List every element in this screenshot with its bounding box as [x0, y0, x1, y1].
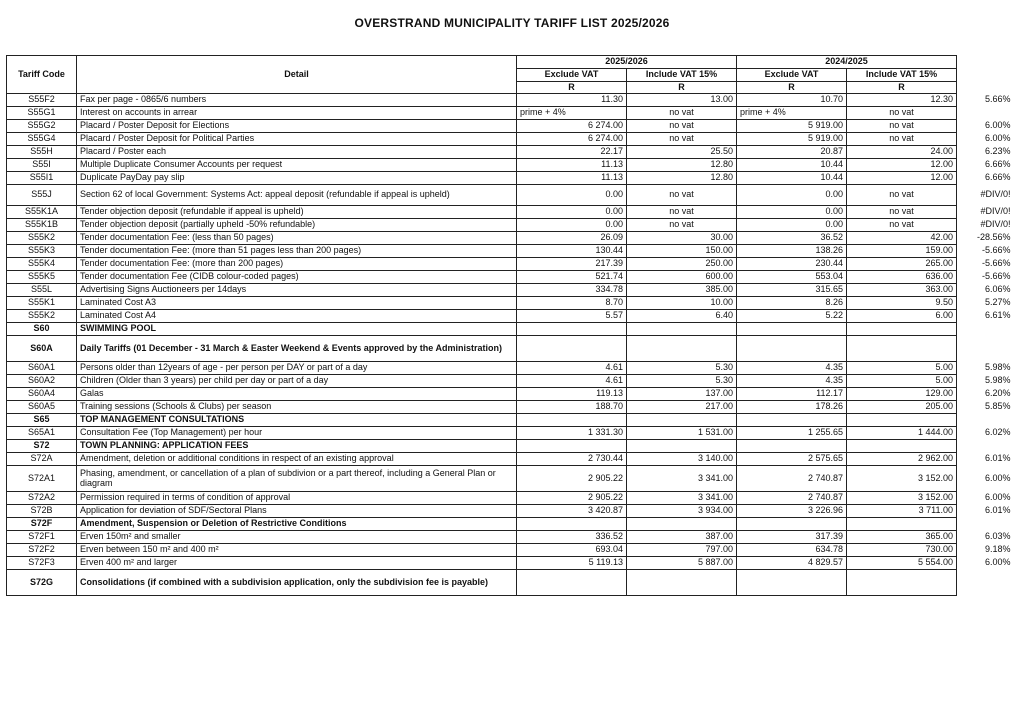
- excl-vat-2024-value: 10.70: [737, 94, 847, 107]
- excl-vat-2024-value: 634.78: [737, 544, 847, 557]
- excl-vat-2025-value: 5 119.13: [517, 557, 627, 570]
- percent-change: #DIV/0!: [980, 219, 1011, 230]
- tariff-detail: TOWN PLANNING: APPLICATION FEES: [77, 440, 517, 453]
- excl-vat-header-current: Exclude VAT: [517, 69, 627, 82]
- incl-vat-2024-value: 159.00: [847, 245, 957, 258]
- incl-vat-2024-value: no vat: [847, 107, 957, 120]
- excl-vat-2025-value: 0.00: [517, 219, 627, 232]
- tariff-detail: Amendment, deletion or additional conditions in respect of an existing approval: [77, 453, 517, 466]
- tariff-detail: Advertising Signs Auctioneers per 14days: [77, 284, 517, 297]
- incl-vat-2024-value: no vat: [847, 206, 957, 219]
- incl-vat-2025-value: 3 934.00: [627, 505, 737, 518]
- excl-vat-2024-value: 230.44: [737, 258, 847, 271]
- table-row: [7, 185, 1014, 206]
- tariff-code: S72F2: [7, 544, 77, 557]
- empty-cell: [847, 323, 957, 336]
- incl-vat-2024-value: 5 554.00: [847, 557, 957, 570]
- section-row: [7, 440, 1014, 453]
- incl-vat-2025-value: 3 140.00: [627, 453, 737, 466]
- tariff-detail: Placard / Poster Deposit for Political Parties: [77, 133, 517, 146]
- percent-change: 5.98%: [984, 375, 1011, 386]
- incl-vat-2024-value: 9.50: [847, 297, 957, 310]
- excl-vat-2025-value: 11.13: [517, 159, 627, 172]
- tariff-table: [6, 55, 1014, 596]
- tariff-detail: SWIMMING POOL: [77, 323, 517, 336]
- percent-change: -5.66%: [981, 258, 1011, 269]
- tariff-detail: Erven 150m² and smaller: [77, 531, 517, 544]
- excl-vat-2024-value: 4.35: [737, 362, 847, 375]
- incl-vat-header-current: Include VAT 15%: [627, 69, 737, 82]
- incl-vat-2024-value: 365.00: [847, 531, 957, 544]
- excl-vat-2024-value: 4 829.57: [737, 557, 847, 570]
- incl-vat-2025-value: no vat: [627, 133, 737, 146]
- excl-vat-2024-value: 178.26: [737, 401, 847, 414]
- section-row: [7, 570, 1014, 596]
- tariff-code: S55F2: [7, 94, 77, 107]
- excl-vat-2024-value: 0.00: [737, 185, 847, 206]
- percent-change: 6.00%: [984, 492, 1011, 503]
- tariff-code: S60A4: [7, 388, 77, 401]
- tariff-code: S72A: [7, 453, 77, 466]
- empty-cell: [737, 570, 847, 596]
- tariff-code: S55J: [7, 185, 77, 206]
- tariff-detail: Children (Older than 3 years) per child per day or part of a day: [77, 375, 517, 388]
- tariff-detail: Galas: [77, 388, 517, 401]
- incl-vat-2025-value: 25.50: [627, 146, 737, 159]
- incl-vat-2025-value: 12.80: [627, 159, 737, 172]
- tariff-code: S55H: [7, 146, 77, 159]
- tariff-code: S72A2: [7, 492, 77, 505]
- excl-vat-2024-value: 553.04: [737, 271, 847, 284]
- excl-vat-2024-value: 317.39: [737, 531, 847, 544]
- percent-change: 5.27%: [984, 297, 1011, 308]
- percent-change: 6.61%: [984, 310, 1011, 321]
- percent-change: 6.23%: [984, 146, 1011, 157]
- tariff-code: S55K1A: [7, 206, 77, 219]
- table-row: [7, 531, 1014, 544]
- empty-cell: [517, 323, 627, 336]
- percent-change: 6.00%: [984, 120, 1011, 131]
- incl-vat-2025-value: 6.40: [627, 310, 737, 323]
- excl-vat-2025-value: 336.52: [517, 531, 627, 544]
- tariff-detail: Tender documentation Fee: (more than 51 pages less than 200 pages): [77, 245, 517, 258]
- incl-vat-2025-value: no vat: [627, 206, 737, 219]
- empty-cell: [737, 518, 847, 531]
- table-row: [7, 375, 1014, 388]
- table-row: [7, 544, 1014, 557]
- tariff-code: S65: [7, 414, 77, 427]
- percent-change: -5.66%: [981, 245, 1011, 256]
- tariff-detail: Tender objection deposit (refundable if appeal is upheld): [77, 206, 517, 219]
- tariff-code: S72B: [7, 505, 77, 518]
- table-row: [7, 505, 1014, 518]
- incl-vat-2024-value: 3 152.00: [847, 466, 957, 492]
- tariff-code: S55K1B: [7, 219, 77, 232]
- percent-change: -5.66%: [981, 271, 1011, 282]
- incl-vat-2024-value: 1 444.00: [847, 427, 957, 440]
- incl-vat-2025-value: 12.80: [627, 172, 737, 185]
- excl-vat-2025-value: 4.61: [517, 362, 627, 375]
- percent-change: [957, 440, 1014, 453]
- percent-change: 6.03%: [984, 531, 1011, 542]
- section-row: [7, 323, 1014, 336]
- tariff-code: S60A2: [7, 375, 77, 388]
- excl-vat-2025-value: 0.00: [517, 206, 627, 219]
- currency-header: R: [737, 82, 847, 94]
- section-row: [7, 336, 1014, 362]
- percent-change: 6.66%: [984, 172, 1011, 183]
- empty-cell: [847, 518, 957, 531]
- incl-vat-2024-value: 12.30: [847, 94, 957, 107]
- empty-cell: [847, 570, 957, 596]
- percent-change: #DIV/0!: [980, 189, 1011, 200]
- percent-change: #DIV/0!: [980, 206, 1011, 217]
- tariff-detail: Placard / Poster Deposit for Elections: [77, 120, 517, 133]
- tariff-code: S72F1: [7, 531, 77, 544]
- incl-vat-2024-value: 24.00: [847, 146, 957, 159]
- tariff-detail: Amendment, Suspension or Deletion of Restrictive Conditions: [77, 518, 517, 531]
- incl-vat-2025-value: 30.00: [627, 232, 737, 245]
- tariff-code: S55G2: [7, 120, 77, 133]
- percent-change: 5.98%: [984, 362, 1011, 373]
- incl-vat-2024-value: 12.00: [847, 172, 957, 185]
- incl-vat-2024-value: 3 152.00: [847, 492, 957, 505]
- currency-header: R: [627, 82, 737, 94]
- tariff-detail: Laminated Cost A3: [77, 297, 517, 310]
- incl-vat-2025-value: 150.00: [627, 245, 737, 258]
- incl-vat-2025-value: 13.00: [627, 94, 737, 107]
- incl-vat-2024-value: 205.00: [847, 401, 957, 414]
- empty-cell: [737, 336, 847, 362]
- percent-change: [957, 107, 1014, 120]
- percent-change: 6.20%: [984, 388, 1011, 399]
- excl-vat-2024-value: 36.52: [737, 232, 847, 245]
- percent-change: 6.00%: [984, 472, 1011, 483]
- percent-change: 6.66%: [984, 159, 1011, 170]
- table-row: [7, 206, 1014, 219]
- tariff-code: S55K1: [7, 297, 77, 310]
- tariff-code: S72F3: [7, 557, 77, 570]
- table-row: [7, 284, 1014, 297]
- tariff-detail: Laminated Cost A4: [77, 310, 517, 323]
- tariff-detail: Daily Tariffs (01 December - 31 March & Easter Weekend & Events approved by the Administration): [77, 336, 517, 362]
- excl-vat-2024-value: 5.22: [737, 310, 847, 323]
- incl-vat-2025-value: no vat: [627, 107, 737, 120]
- empty-cell: [517, 570, 627, 596]
- incl-vat-2025-value: 387.00: [627, 531, 737, 544]
- tariff-detail: Training sessions (Schools & Clubs) per season: [77, 401, 517, 414]
- excl-vat-2024-value: 3 226.96: [737, 505, 847, 518]
- excl-vat-2024-value: 315.65: [737, 284, 847, 297]
- table-row: [7, 245, 1014, 258]
- table-row: [7, 146, 1014, 159]
- incl-vat-2025-value: 5.30: [627, 362, 737, 375]
- tariff-detail: Permission required in terms of condition of approval: [77, 492, 517, 505]
- incl-vat-2024-value: 5.00: [847, 375, 957, 388]
- table-row: [7, 492, 1014, 505]
- tariff-code: S55G1: [7, 107, 77, 120]
- table-row: [7, 94, 1014, 107]
- empty-cell: [737, 414, 847, 427]
- tariff-code: S60A1: [7, 362, 77, 375]
- percent-change: [957, 414, 1014, 427]
- incl-vat-2025-value: 5.30: [627, 375, 737, 388]
- excl-vat-2025-value: 4.61: [517, 375, 627, 388]
- table-row: [7, 310, 1014, 323]
- excl-vat-2025-value: 130.44: [517, 245, 627, 258]
- table-row: [7, 297, 1014, 310]
- tariff-detail: Tender documentation Fee (CIDB colour-coded pages): [77, 271, 517, 284]
- tariff-code-header: Tariff Code: [7, 56, 77, 94]
- incl-vat-2024-value: 730.00: [847, 544, 957, 557]
- incl-vat-2024-value: no vat: [847, 120, 957, 133]
- tariff-detail: TOP MANAGEMENT CONSULTATIONS: [77, 414, 517, 427]
- tariff-code: S55I: [7, 159, 77, 172]
- tariff-detail: Erven between 150 m² and 400 m²: [77, 544, 517, 557]
- incl-vat-2025-value: no vat: [627, 185, 737, 206]
- tariff-code: S55K2: [7, 310, 77, 323]
- year-prior-header: 2024/2025: [737, 56, 957, 69]
- incl-vat-2024-value: 3 711.00: [847, 505, 957, 518]
- incl-vat-2025-value: 10.00: [627, 297, 737, 310]
- incl-vat-2025-value: 217.00: [627, 401, 737, 414]
- tariff-code: S55K4: [7, 258, 77, 271]
- tariff-code: S55L: [7, 284, 77, 297]
- excl-vat-2025-value: 3 420.87: [517, 505, 627, 518]
- excl-vat-2024-value: 1 255.65: [737, 427, 847, 440]
- empty-cell: [517, 440, 627, 453]
- incl-vat-2024-value: 636.00: [847, 271, 957, 284]
- incl-vat-2024-value: 6.00: [847, 310, 957, 323]
- tariff-code: S72G: [7, 570, 77, 596]
- tariff-rows: [7, 94, 1014, 596]
- tariff-detail: Section 62 of local Government: Systems Act: appeal deposit (refundable if appeal is upheld): [77, 185, 517, 206]
- table-row: [7, 388, 1014, 401]
- excl-vat-2024-value: 138.26: [737, 245, 847, 258]
- table-row: [7, 557, 1014, 570]
- incl-vat-2025-value: 385.00: [627, 284, 737, 297]
- tariff-code: S55G4: [7, 133, 77, 146]
- incl-vat-2024-value: 363.00: [847, 284, 957, 297]
- excl-vat-2024-value: 10.44: [737, 172, 847, 185]
- excl-vat-2024-value: 0.00: [737, 219, 847, 232]
- empty-cell: [627, 570, 737, 596]
- tariff-detail: Phasing, amendment, or cancellation of a plan of subdivion or a part thereof, including a General Plan or diagram: [77, 466, 517, 492]
- tariff-code: S55K2: [7, 232, 77, 245]
- tariff-detail: Tender documentation Fee: (more than 200 pages): [77, 258, 517, 271]
- table-row: [7, 453, 1014, 466]
- incl-vat-2025-value: no vat: [627, 219, 737, 232]
- percent-change: 5.66%: [984, 94, 1011, 105]
- tariff-detail: Erven 400 m² and larger: [77, 557, 517, 570]
- excl-vat-2025-value: 11.13: [517, 172, 627, 185]
- tariff-detail: Persons older than 12years of age - per person per DAY or part of a day: [77, 362, 517, 375]
- empty-cell: [847, 440, 957, 453]
- empty-cell: [517, 336, 627, 362]
- empty-cell: [847, 336, 957, 362]
- tariff-detail: Tender objection deposit (partially upheld -50% refundable): [77, 219, 517, 232]
- excl-vat-2025-value: 0.00: [517, 185, 627, 206]
- tariff-detail: Tender documentation Fee: (less than 50 pages): [77, 232, 517, 245]
- excl-vat-2024-value: 112.17: [737, 388, 847, 401]
- percent-change: 6.00%: [984, 133, 1011, 144]
- empty-cell: [627, 323, 737, 336]
- excl-vat-2025-value: 334.78: [517, 284, 627, 297]
- incl-vat-2024-value: 265.00: [847, 258, 957, 271]
- incl-vat-header-prior: Include VAT 15%: [847, 69, 957, 82]
- tariff-code: S55K5: [7, 271, 77, 284]
- excl-vat-2025-value: 188.70: [517, 401, 627, 414]
- table-row: [7, 159, 1014, 172]
- incl-vat-2024-value: no vat: [847, 185, 957, 206]
- tariff-code: S65A1: [7, 427, 77, 440]
- incl-vat-2024-value: 5.00: [847, 362, 957, 375]
- tariff-detail: Consultation Fee (Top Management) per hour: [77, 427, 517, 440]
- tariff-code: S72F: [7, 518, 77, 531]
- incl-vat-2024-value: 2 962.00: [847, 453, 957, 466]
- excl-vat-2024-value: 5 919.00: [737, 133, 847, 146]
- excl-vat-2024-value: 2 740.87: [737, 492, 847, 505]
- section-row: [7, 518, 1014, 531]
- percent-change: 6.00%: [984, 557, 1011, 568]
- incl-vat-2024-value: no vat: [847, 219, 957, 232]
- percent-change: 6.01%: [984, 453, 1011, 464]
- percent-change: 6.06%: [984, 284, 1011, 295]
- empty-cell: [627, 440, 737, 453]
- excl-vat-2025-value: 22.17: [517, 146, 627, 159]
- percent-change: 6.01%: [984, 505, 1011, 516]
- excl-vat-2024-value: 4.35: [737, 375, 847, 388]
- excl-vat-2025-value: 217.39: [517, 258, 627, 271]
- tariff-detail: Interest on accounts in arrear: [77, 107, 517, 120]
- excl-vat-2025-value: 2 905.22: [517, 466, 627, 492]
- percent-header-blank: [957, 56, 1014, 94]
- excl-vat-2025-value: 11.30: [517, 94, 627, 107]
- incl-vat-2025-value: 600.00: [627, 271, 737, 284]
- excl-vat-2024-value: 5 919.00: [737, 120, 847, 133]
- excl-vat-header-prior: Exclude VAT: [737, 69, 847, 82]
- table-row: [7, 271, 1014, 284]
- empty-cell: [627, 336, 737, 362]
- table-row: [7, 172, 1014, 185]
- incl-vat-2025-value: 3 341.00: [627, 492, 737, 505]
- table-row: [7, 258, 1014, 271]
- detail-header: Detail: [77, 56, 517, 94]
- percent-change: 6.02%: [984, 427, 1011, 438]
- tariff-detail: Multiple Duplicate Consumer Accounts per request: [77, 159, 517, 172]
- tariff-detail: Placard / Poster each: [77, 146, 517, 159]
- table-row: [7, 120, 1014, 133]
- tariff-code: S72: [7, 440, 77, 453]
- tariff-detail: Application for deviation of SDF/Sectoral Plans: [77, 505, 517, 518]
- tariff-detail: Fax per page - 0865/6 numbers: [77, 94, 517, 107]
- excl-vat-2024-value: 20.87: [737, 146, 847, 159]
- empty-cell: [847, 414, 957, 427]
- table-row: [7, 427, 1014, 440]
- empty-cell: [737, 440, 847, 453]
- excl-vat-2024-value: prime + 4%: [737, 107, 847, 120]
- incl-vat-2024-value: 129.00: [847, 388, 957, 401]
- year-current-header: 2025/2026: [517, 56, 737, 69]
- excl-vat-2024-value: 10.44: [737, 159, 847, 172]
- excl-vat-2024-value: 0.00: [737, 206, 847, 219]
- percent-change: 5.85%: [984, 401, 1011, 412]
- excl-vat-2025-value: 26.09: [517, 232, 627, 245]
- excl-vat-2025-value: prime + 4%: [517, 107, 627, 120]
- excl-vat-2025-value: 693.04: [517, 544, 627, 557]
- excl-vat-2025-value: 8.70: [517, 297, 627, 310]
- table-row: [7, 466, 1014, 492]
- percent-change: [957, 323, 1014, 336]
- excl-vat-2024-value: 2 740.87: [737, 466, 847, 492]
- tariff-code: S72A1: [7, 466, 77, 492]
- excl-vat-2025-value: 2 905.22: [517, 492, 627, 505]
- currency-header: R: [847, 82, 957, 94]
- tariff-code: S60A5: [7, 401, 77, 414]
- empty-cell: [517, 518, 627, 531]
- excl-vat-2025-value: 5.57: [517, 310, 627, 323]
- empty-cell: [627, 414, 737, 427]
- excl-vat-2025-value: 1 331.30: [517, 427, 627, 440]
- excl-vat-2025-value: 6 274.00: [517, 120, 627, 133]
- percent-change: -28.56%: [976, 232, 1011, 243]
- incl-vat-2025-value: 3 341.00: [627, 466, 737, 492]
- incl-vat-2025-value: 797.00: [627, 544, 737, 557]
- currency-header: R: [517, 82, 627, 94]
- incl-vat-2024-value: no vat: [847, 133, 957, 146]
- table-row: [7, 232, 1014, 245]
- excl-vat-2025-value: 6 274.00: [517, 133, 627, 146]
- table-row: [7, 107, 1014, 120]
- empty-cell: [737, 323, 847, 336]
- table-row: [7, 133, 1014, 146]
- incl-vat-2025-value: 137.00: [627, 388, 737, 401]
- excl-vat-2024-value: 8.26: [737, 297, 847, 310]
- excl-vat-2025-value: 521.74: [517, 271, 627, 284]
- table-row: [7, 362, 1014, 375]
- tariff-code: S60: [7, 323, 77, 336]
- table-row: [7, 219, 1014, 232]
- excl-vat-2025-value: 2 730.44: [517, 453, 627, 466]
- incl-vat-2025-value: 250.00: [627, 258, 737, 271]
- tariff-code: S55K3: [7, 245, 77, 258]
- tariff-code: S55I1: [7, 172, 77, 185]
- empty-cell: [627, 518, 737, 531]
- incl-vat-2024-value: 42.00: [847, 232, 957, 245]
- document-title: OVERSTRAND MUNICIPALITY TARIFF LIST 2025/2026: [354, 16, 670, 30]
- percent-change: [957, 336, 1014, 362]
- excl-vat-2024-value: 2 575.65: [737, 453, 847, 466]
- section-row: [7, 414, 1014, 427]
- empty-cell: [517, 414, 627, 427]
- percent-change: 9.18%: [984, 544, 1011, 555]
- tariff-detail: Duplicate PayDay pay slip: [77, 172, 517, 185]
- incl-vat-2025-value: no vat: [627, 120, 737, 133]
- incl-vat-2024-value: 12.00: [847, 159, 957, 172]
- excl-vat-2025-value: 119.13: [517, 388, 627, 401]
- tariff-detail: Consolidations (if combined with a subdivision application, only the subdivision fee is payable): [77, 570, 517, 596]
- incl-vat-2025-value: 1 531.00: [627, 427, 737, 440]
- incl-vat-2025-value: 5 887.00: [627, 557, 737, 570]
- percent-change: [957, 570, 1014, 596]
- table-row: [7, 401, 1014, 414]
- tariff-code: S60A: [7, 336, 77, 362]
- percent-change: [957, 518, 1014, 531]
